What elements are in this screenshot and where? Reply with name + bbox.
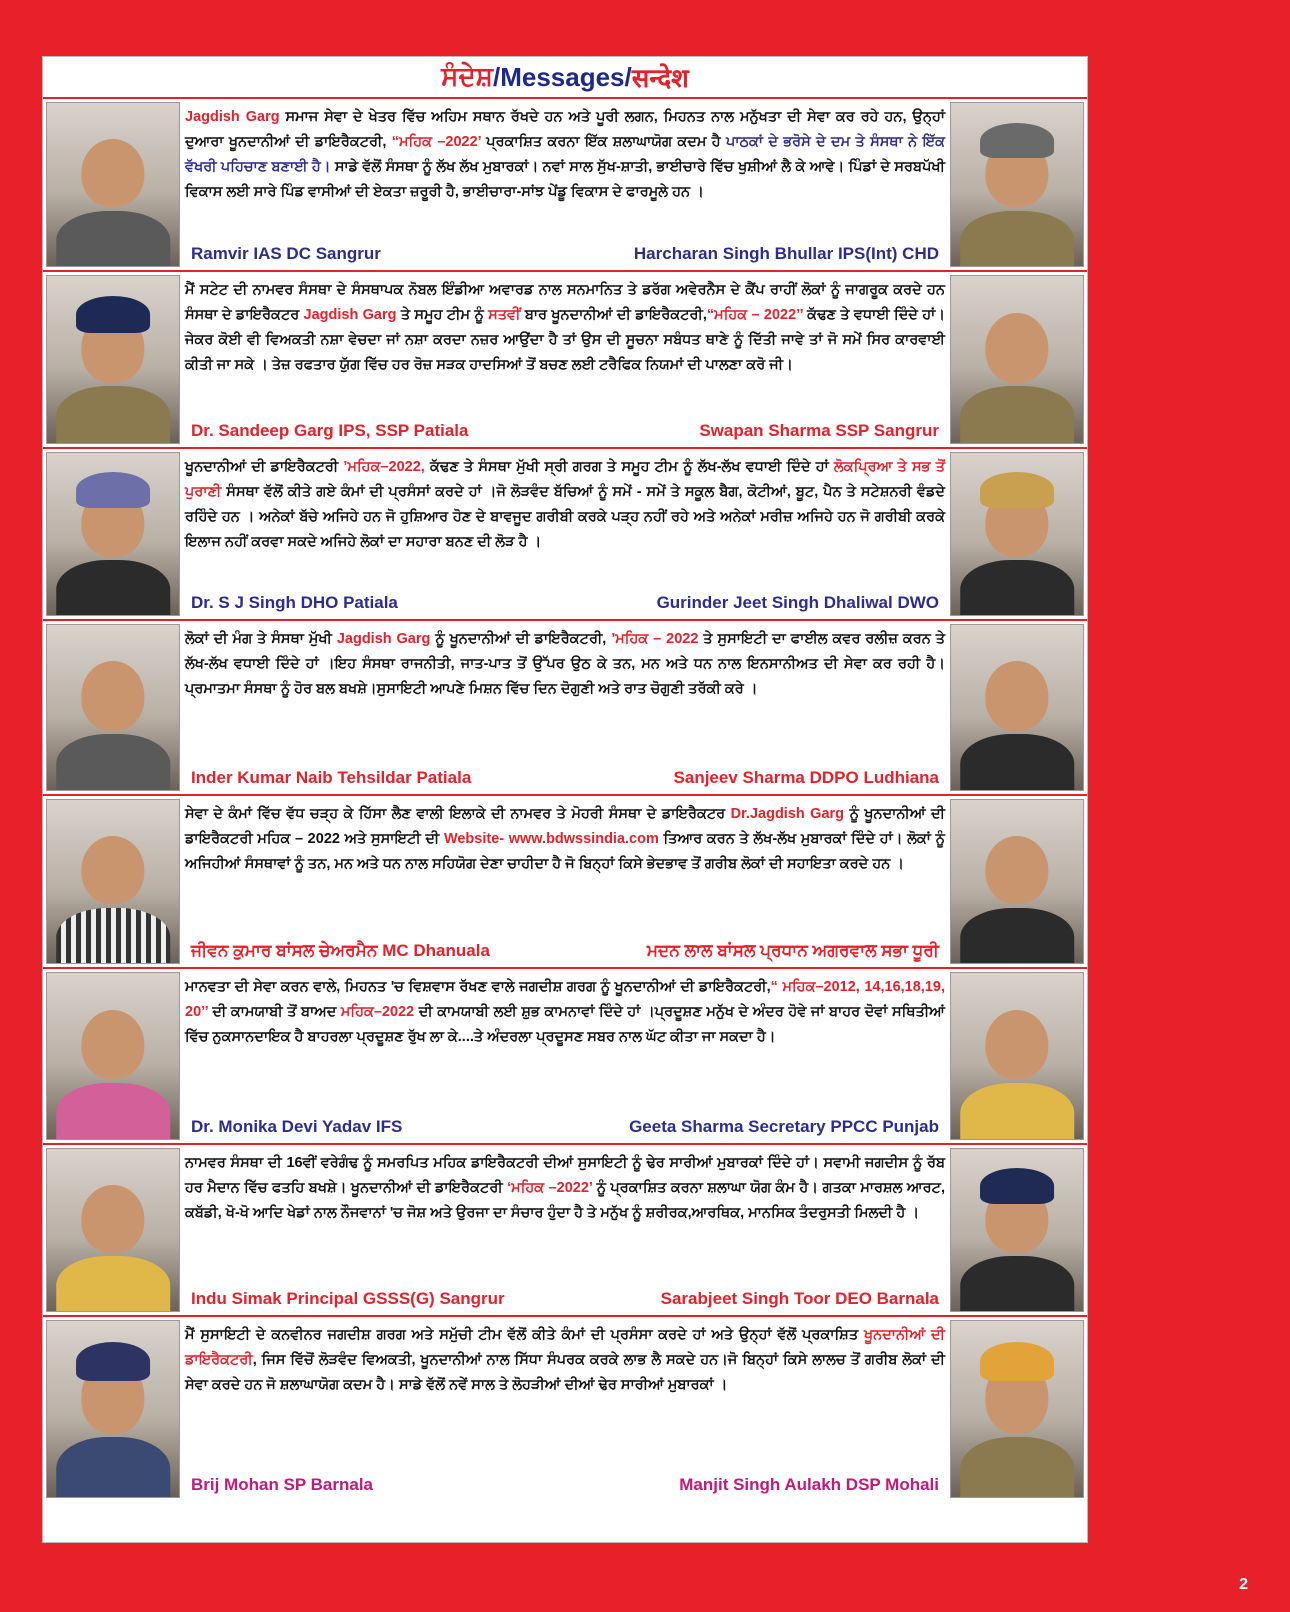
photo-sandeep bbox=[46, 275, 180, 444]
message-text-segment: ’ਮਹਿਕ–2022, bbox=[343, 459, 425, 475]
left-signatory-name: Indu Simak Principal GSSS(G) Sangrur bbox=[191, 1289, 505, 1308]
message-text-segment: , ਜਿਸ ਵਿੱਚੋਂ ਲੋੜਵੰਦ ਵਿਅਕਤੀ, ਖੂਨਦਾਨੀਆਂ ਨਾਲ ਸਿੱਧਾ ਸੰਪਰਕ ਕਰਕੇ ਲਾਭ ਲੈ ਸਕਦੇ ਹਨ।ਜੋ ਬਿਨ੍ਹਾਂ ਕਿਸੇ ਲਾਲਚ ਤੋਂ ਗਰੀਬ ਲੋਕਾਂ ਦੀ ਸੇਵਾ ਕਰਦੇ ਹਨ ਜੋ ਸ਼ਲਾਘਾਯੋਗ ਕਦਮ ਹੈ। ਸਾਡੇ ਵੱਲੋਂ ਨਵੇਂ ਸਾਲ ਤੇ ਲੋਹੜੀਆਂ ਦੀਆਂ ਢੇਰ ਸਾਰੀਆਂ ਮੁਬਾਰਕਾਂ । bbox=[185, 1352, 945, 1393]
message-text-segment: Jagdish Garg bbox=[336, 631, 431, 647]
message-text-segment: ਬਾਰ ਖੂਨਦਾਨੀਆਂ ਦੀ ਡਾਇਰੈਕਟਰੀ, bbox=[520, 307, 707, 323]
photo-jeevan bbox=[46, 799, 180, 964]
photo-manjit bbox=[950, 1320, 1084, 1498]
photo-ramvir bbox=[46, 102, 180, 267]
message-text-segment: “ਮਹਿਕ – 2022’’ bbox=[706, 307, 804, 323]
left-signatory-name: ਜੀਵਨ ਕੁਮਾਰ ਬਾਂਸਲ ਚੇਅਰਮੈਨ MC Dhanuala bbox=[191, 941, 490, 960]
signatories bbox=[191, 593, 939, 613]
message-text-segment: ਦੀ ਕਾਮਯਾਬੀ ਲਈ ਸ਼ੁਭ ਕਾਮਨਾਵਾਂ ਦਿੰਦੇ ਹਾਂ ।ਪ੍ਰਦੂਸ਼ਣ ਮਨੁੱਖ ਦੇ ਅੰਦਰ ਹੋਵੇ ਜਾਂ ਬਾਹਰ ਦੋਵਾਂ ਸਥਿਤੀਆਂ ਵਿੱਚ ਨੁਕਸਾਨਦਾਇਕ ਹੈ ਬਾਹਰਲਾ ਪ੍ਰਦੂਸ਼ਣ ਰੁੱਖ ਲਾ ਕੇ....ਤੇ ਅੰਦਰਲਾ ਪ੍ਰਦੂਸਣ ਸਬਰ ਨਾਲ ਘੱਟ ਕੀਤਾ ਜਾ ਸਕਦਾ ਹੈ। bbox=[185, 1004, 945, 1045]
message-row bbox=[43, 1143, 1087, 1315]
photo-swapan bbox=[950, 275, 1084, 444]
title-separator: / bbox=[492, 61, 501, 92]
page-title bbox=[43, 57, 1087, 97]
left-signatory-name: Dr. Monika Devi Yadav IFS bbox=[191, 1117, 403, 1136]
right-signatory-name: Harcharan Singh Bhullar IPS(Int) CHD bbox=[633, 244, 939, 263]
right-signatory-name: Gurinder Jeet Singh Dhaliwal DWO bbox=[656, 593, 939, 612]
left-signatory-name: Inder Kumar Naib Tehsildar Patiala bbox=[191, 768, 472, 787]
message-text-segment: ਨੂੰ ਖੂਨਦਾਨੀਆਂ ਦੀ ਡਾਇਰੈਕਟਰੀ, bbox=[430, 631, 612, 647]
signatories bbox=[191, 1475, 939, 1495]
message-text-segment: ‘ਮਹਿਕ –2022’ bbox=[507, 1180, 593, 1196]
photo-inder bbox=[46, 624, 180, 791]
photo-harcharan bbox=[950, 102, 1084, 267]
message-text bbox=[185, 455, 945, 555]
photo-monika bbox=[46, 972, 180, 1140]
message-text-segment: Dr.Jagdish Garg bbox=[730, 806, 845, 822]
message-text-segment: ਤੇ ਸੁਸਾਇਟੀ ਦਾ ਫਾਈਲ ਕਵਰ ਰਲੀਜ਼ ਕਰਨ ਤੇ ਲੱਖ-ਲੱਖ ਵਧਾਈ ਦਿੰਦੇ ਹਾਂ ।ਇਹ ਸੰਸਥਾ ਰਾਜਨੀਤੀ, ਜਾਤ-ਪਾਤ ਤੋਂ ਉੱਪਰ ਉਠ ਕੇ ਤਨ, ਮਨ ਅਤੇ ਧਨ ਨਾਲ ਇਨਸਾਨੀਅਤ ਦੀ ਸੇਵਾ ਕਰ ਰਹੀ ਹੈ।ਪ੍ਰਮਾਤਮਾ ਸੰਸਥਾ ਨੂੰ ਹੋਰ ਬਲ ਬਖਸ਼ੇ।ਸੁਸਾਇਟੀ ਆਪਣੇ ਮਿਸ਼ਨ ਵਿੱਚ ਦਿਨ ਦੋਗੁਣੀ ਅਤੇ ਰਾਤ ਚੋਗੁਣੀ ਤਰੱਕੀ ਕਰੇ । bbox=[185, 631, 945, 697]
message-text-segment: ਕੱਢਣ ਤੇ ਵਧਾਈ ਦਿੰਦੇ ਹਾਂ। ਜੇਕਰ ਕੋਈ ਵੀ ਵਿਅਕਤੀ ਨਸ਼ਾ ਵੇਚਦਾ ਜਾਂ ਨਸ਼ਾ ਕਰਦਾ ਨਜ਼ਰ ਆਉਂਦਾ ਹੈ ਤਾਂ ਉਸ ਦੀ ਸੂਚਨਾ ਸਬੰਧਤ ਥਾਣੇ ਨੂੰ ਦਿੱਤੀ ਜਾਵੇ ਤਾਂ ਜੋ ਸਮੇਂ ਸਿਰ ਕਾਰਵਾਈ ਕੀਤੀ ਜਾ ਸਕੇ । ਤੇਜ਼ ਰਫਤਾਰ ਯੁੱਗ ਵਿੱਚ ਹਰ ਰੋਜ਼ ਸੜਕ ਹਾਦਸਿਆਂ ਤੋਂ ਬਚਣ ਲਈ ਟਰੈਫਿਕ ਨਿਯਮਾਂ ਦੀ ਪਾਲਣਾ ਕਰੋ ਜੀ। bbox=[185, 307, 945, 373]
message-content bbox=[185, 278, 945, 443]
message-text-segment: ਸਤਵੀਂ bbox=[488, 307, 521, 323]
message-row bbox=[43, 967, 1087, 1143]
photo-geeta bbox=[950, 972, 1084, 1140]
message-text-segment: ਸੰਸਥਾ ਵੱਲੋਂ ਕੀਤੇ ਗਏ ਕੰਮਾਂ ਦੀ ਪ੍ਰਸੰਸਾਂ ਕਰਦੇ ਹਾਂ ।ਜੋ ਲੋੜਵੰਦ ਬੱਚਿਆਂ ਨੂੰ ਸਮੇਂ - ਸਮੇਂ ਤੇ ਸਕੂਲ ਬੈਗ, ਕੋਟੀਆਂ, ਬੂਟ, ਪੈਨ ਤੇ ਸਟੇਸ਼ਨਰੀ ਵੰਡਦੇ ਰਹਿੰਦੇ ਹਨ । ਅਨੇਕਾਂ ਬੱਚੇ ਅਜਿਹੇ ਹਨ ਜੋ ਹੁਸ਼ਿਆਰ ਹੋਣ ਦੇ ਬਾਵਜੂਦ ਗਰੀਬੀ ਕਰਕੇ ਪੜ੍ਹ ਨਹੀਂ ਰਹੇ ਅਤੇ ਅਨੇਕਾਂ ਮਰੀਜ਼ ਅਜਿਹੇ ਹਨ ਜੋ ਗਰੀਬੀ ਕਰਕੇ ਇਲਾਜ ਨਹੀਂ ਕਰਵਾ ਸਕਦੇ ਅਜਿਹੇ ਲੋਕਾਂ ਦਾ ਸਹਾਰਾ ਬਨਣ ਦੀ ਲੋੜ ਹੈ । bbox=[185, 484, 945, 550]
message-text-segment: Jagdish Garg bbox=[185, 109, 280, 125]
signatories bbox=[191, 1289, 939, 1309]
right-signatory-name: Sarabjeet Singh Toor DEO Barnala bbox=[660, 1289, 939, 1308]
message-text-segment: ਲੋਕਪ੍ਰਿਆ ਤੇ ਸਭ ਤੋਂ ਪੁਰਾਣੀ bbox=[185, 459, 945, 500]
message-text-segment: “ਮਹਿਕ –2022’ bbox=[391, 134, 482, 150]
message-text bbox=[185, 1323, 945, 1398]
message-text-segment: ਮਹਿਕ–2022 bbox=[340, 1004, 415, 1020]
message-text bbox=[185, 627, 945, 702]
message-content bbox=[185, 1151, 945, 1311]
right-signatory-name: Geeta Sharma Secretary PPCC Punjab bbox=[629, 1117, 939, 1136]
message-text-segment: ਨੂੰ ਖੂਨਦਾਨੀਆਂ ਦੀ ਡਾਇਰੈਕਟਰੀ ਮਹਿਕ – 2022 ਅਤੇ ਸੁਸਾਇਟੀ ਦੀ bbox=[185, 806, 945, 847]
message-text-segment: ਲੋਕਾਂ ਦੀ ਮੰਗ ਤੇ ਸੰਸਥਾ ਮੁੱਖੀ bbox=[185, 631, 337, 647]
signatories bbox=[191, 1117, 939, 1137]
message-text bbox=[185, 802, 945, 877]
message-text-segment: ਸਮਾਜ ਸੇਵਾ ਦੇ ਖੇਤਰ ਵਿੱਚ ਅਹਿਮ ਸਥਾਨ ਰੱਖਦੇ ਹਨ ਅਤੇ ਪੂਰੀ ਲਗਨ, ਮਿਹਨਤ ਨਾਲ ਮਨੁੱਖਤਾ ਦੀ ਸੇਵਾ ਕਰ ਰਹੇ ਹਨ, ਉਨ੍ਹਾਂ ਦੁਆਰਾ ਖੂਨਦਾਨੀਆਂ ਦੀ ਡਾਇਰੈਕਟਰੀ, bbox=[185, 109, 945, 150]
message-content bbox=[185, 627, 945, 790]
message-text-segment: ਪਾਠਕਾਂ ਦੇ ਭਰੋਸੇ ਦੇ ਦਮ ਤੇ ਸੰਸਥਾ ਨੇ ਇੱਕ ਵੱਖਰੀ ਪਹਿਚਾਣ ਬਣਾਈ ਹੈ। bbox=[185, 134, 945, 175]
title-punjabi: ਸੰਦੇਸ਼ bbox=[441, 61, 493, 91]
message-row bbox=[43, 619, 1087, 794]
message-row bbox=[43, 97, 1087, 270]
message-text-segment: “ ਮਹਿਕ–2012, 14,16,18,19, 20’’ bbox=[185, 979, 945, 1020]
signatories bbox=[191, 941, 939, 961]
message-text-segment: ਨੂੰ ਪ੍ਰਕਾਸ਼ਿਤ ਕਰਨਾ ਸ਼ਲਾਘਾ ਯੋਗ ਕੰਮ ਹੈ। ਗਤਕਾ ਮਾਰਸ਼ਲ ਆਰਟ, ਕਬੱਡੀ, ਖੋ-ਖੋ ਆਦਿ ਖੇਡਾਂ ਨਾਲ ਨੌਜਵਾਨਾਂ 'ਚ ਜੋਸ਼ ਅਤੇ ਉਰਜਾ ਦਾ ਸੰਚਾਰ ਹੁੰਦਾ ਹੈ ਤੇ ਮਨੁੱਖ ਨੂੰ ਸ਼ਰੀਰਕ,ਆਰਥਿਕ, ਮਾਨਸਿਕ ਤੰਦਰੁਸਤੀ ਮਿਲਦੀ ਹੈ । bbox=[185, 1180, 945, 1221]
left-signatory-name: Ramvir IAS DC Sangrur bbox=[191, 244, 381, 263]
message-text-segment: ਪ੍ਰਕਾਸ਼ਿਤ ਕਰਨਾ ਇੱਕ ਸ਼ਲਾਘਾਯੋਗ ਕਦਮ ਹੈ bbox=[481, 134, 726, 150]
message-row bbox=[43, 447, 1087, 619]
message-text bbox=[185, 1151, 945, 1226]
signatories bbox=[191, 421, 939, 441]
title-separator: / bbox=[624, 61, 632, 92]
signatories bbox=[191, 768, 939, 788]
message-text bbox=[185, 105, 945, 205]
message-text-segment: ਮੈਂ ਸੁਸਾਇਟੀ ਦੇ ਕਨਵੀਨਰ ਜਗਦੀਸ਼ ਗਰਗ ਅਤੇ ਸਮੁੱਚੀ ਟੀਮ ਵੱਲੋਂ ਕੀਤੇ ਕੰਮਾਂ ਦੀ ਪ੍ਰਸੰਸਾ ਕਰਦੇ ਹਾਂ ਅਤੇ ਉਨ੍ਹਾਂ ਵੱਲੋਂ ਪ੍ਰਕਾਸ਼ਿਤ bbox=[185, 1327, 864, 1343]
message-text-segment: ਸਾਡੇ ਵੱਲੋਂ ਸੰਸਥਾ ਨੂੰ ਲੱਖ ਲੱਖ ਮੁਬਾਰਕਾਂ। ਨਵਾਂ ਸਾਲ ਸੁੱਖ-ਸ਼ਾਤੀ, ਭਾਈਚਾਰੇ ਵਿੱਚ ਖੁਸ਼ੀਆਂ ਲੈ ਕੇ ਆਵੇ। ਪਿੰਡਾਂ ਦੇ ਸਰਬਪੱਖੀ ਵਿਕਾਸ ਲਈ ਸਾਰੇ ਪਿੰਡ ਵਾਸੀਆਂ ਦੀ ਏਕਤਾ ਜ਼ਰੂਰੀ ਹੈ, ਭਾਈਚਾਰਾ-ਸਾਂਝ ਪੇਂਡੂ ਵਿਕਾਸ ਦੇ ਫਾਰਮੂਲੇ ਹਨ । bbox=[185, 159, 945, 200]
page-number: 2 bbox=[1239, 1576, 1248, 1593]
message-text-segment: ਤਿਆਰ ਕਰਨ ਤੇ ਲੱਖ-ਲੱਖ ਮੁਬਾਰਕਾਂ ਦਿੰਦੇ ਹਾਂ। ਲੋਕਾਂ ਨੂੰ ਅਜਿਹੀਆਂ ਸੰਸਥਾਵਾਂ ਨੂੰ ਤਨ, ਮਨ ਅਤੇ ਧਨ ਨਾਲ ਸਹਿਯੋਗ ਦੇਣਾ ਚਾਹੀਦਾ ਹੈ ਜੋ ਬਿਨ੍ਹਾਂ ਕਿਸੇ ਭੇਦਭਾਵ ਤੋਂ ਗਰੀਬ ਲੋਕਾਂ ਦੀ ਸਹਾਇਤਾ ਕਰਦੇ ਹਨ । bbox=[185, 831, 945, 872]
message-content bbox=[185, 1323, 945, 1497]
message-text-segment: ਕੱਢਣ ਤੇ ਸੰਸਥਾ ਮੁੱਖੀ ਸ੍ਰੀ ਗਰਗ ਤੇ ਸਮੂਹ ਟੀਮ ਨੂੰ ਲੱਖ-ਲੱਖ ਵਧਾਈ ਦਿੰਦੇ ਹਾਂ bbox=[424, 459, 834, 475]
message-content bbox=[185, 455, 945, 615]
right-signatory-name: Sanjeev Sharma DDPO Ludhiana bbox=[673, 768, 939, 787]
message-text-segment: ਮੈਂ ਸਟੇਟ ਦੀ ਨਾਮਵਰ ਸੰਸਥਾ ਦੇ ਸੰਸਥਾਪਕ ਨੋਬਲ ਇੰਡੀਆ ਅਵਾਰਡ ਨਾਲ ਸਨਮਾਨਿਤ ਤੇ ਡਰੱਗ ਅਵੇਰਨੈਸ ਦੇ ਕੈਂਪ ਰਾਹੀਂ ਲੋਕਾਂ ਨੂੰ ਜਾਗਰੂਕ ਕਰਦੇ ਹਨ ਸੰਸਥਾ ਦੇ ਡਾਇਰੈਕਟਰ bbox=[185, 282, 945, 323]
photo-sanjeev bbox=[950, 624, 1084, 791]
photo-sarabjeet bbox=[950, 1148, 1084, 1312]
message-text-segment: Jagdish Garg bbox=[303, 307, 397, 323]
message-text bbox=[185, 278, 945, 378]
message-row bbox=[43, 794, 1087, 967]
message-text-segment: ਖੂਨਦਾਨੀਆਂ ਦੀ ਡਾਇਰੈਕਟਰੀ bbox=[185, 1327, 945, 1368]
left-signatory-name: Brij Mohan SP Barnala bbox=[191, 1475, 374, 1494]
message-text-segment: ਤੇ ਸਮੂਹ ਟੀਮ ਨੂੰ bbox=[396, 307, 489, 323]
left-signatory-name: Dr. Sandeep Garg IPS, SSP Patiala bbox=[191, 421, 469, 440]
message-row bbox=[43, 270, 1087, 447]
message-text-segment: ਨਾਮਵਰ ਸੰਸਥਾ ਦੀ 16ਵੀਂ ਵਰੇਗੰਢ ਨੂੰ ਸਮਰਪਿਤ ਮਹਿਕ ਡਾਇਰੈਕਟਰੀ ਦੀਆਂ ਸੁਸਾਇਟੀ ਨੂੰ ਢੇਰ ਸਾਰੀਆਂ ਮੁਬਾਰਕਾਂ ਦਿੰਦੇ ਹਾਂ। ਸਵਾਮੀ ਜਗਦੀਸ ਨੂੰ ਰੱਬ ਹਰ ਮੈਦਾਨ ਵਿੱਚ ਫਤਹਿ ਬਖਸ਼ੇ। ਖੂਨਦਾਨੀਆਂ ਦੀ ਡਾਇਰੈਕਟਰੀ bbox=[185, 1155, 945, 1196]
message-text-segment: ਸੇਵਾ ਦੇ ਕੰਮਾਂ ਵਿੱਚ ਵੱਧ ਚੜ੍ਹ ਕੇ ਹਿੱਸਾ ਲੈਣ ਵਾਲੀ ਇਲਾਕੇ ਦੀ ਨਾਮਵਰ ਤੇ ਮੋਹਰੀ ਸੰਸਥਾ ਦੇ ਡਾਇਰੈਕਟਰ bbox=[185, 806, 731, 822]
message-content bbox=[185, 105, 945, 266]
photo-gurinder bbox=[950, 452, 1084, 616]
message-text-segment: ਮਾਨਵਤਾ ਦੀ ਸੇਵਾ ਕਰਨ ਵਾਲੇ, ਮਿਹਨਤ 'ਚ ਵਿਸ਼ਵਾਸ ਰੱਖਣ ਵਾਲੇ ਜਗਦੀਸ਼ ਗਰਗ ਨੂੰ ਖੂਨਦਾਨੀਆਂ ਦੀ ਡਾਇਰੈਕਟਰੀ, bbox=[185, 979, 771, 995]
messages-page bbox=[42, 56, 1088, 1543]
photo-sj-singh bbox=[46, 452, 180, 616]
signatories bbox=[191, 244, 939, 264]
message-content bbox=[185, 802, 945, 963]
message-text-segment: ’ਮਹਿਕ – 2022 bbox=[611, 631, 699, 647]
right-signatory-name: ਮਦਨ ਲਾਲ ਬਾਂਸਲ ਪ੍ਰਧਾਨ ਅਗਰਵਾਲ ਸਭਾ ਧੂਰੀ bbox=[646, 941, 939, 960]
message-text-segment: ਖੂਨਦਾਨੀਆਂ ਦੀ ਡਾਇਰੈਕਟਰੀ bbox=[185, 459, 344, 475]
message-content bbox=[185, 975, 945, 1139]
message-text bbox=[185, 975, 945, 1050]
title-english: Messages bbox=[500, 61, 625, 92]
photo-madan bbox=[950, 799, 1084, 964]
left-signatory-name: Dr. S J Singh DHO Patiala bbox=[191, 593, 398, 612]
photo-indu bbox=[46, 1148, 180, 1312]
message-text-segment: Website- www.bdwssindia.com bbox=[443, 831, 659, 847]
message-text-segment: ਦੀ ਕਾਮਯਾਬੀ ਤੋਂ ਬਾਅਦ bbox=[208, 1004, 341, 1020]
message-row bbox=[43, 1315, 1087, 1501]
right-signatory-name: Manjit Singh Aulakh DSP Mohali bbox=[679, 1475, 939, 1494]
title-hindi: सन्देश bbox=[631, 63, 689, 93]
photo-brij bbox=[46, 1320, 180, 1498]
right-signatory-name: Swapan Sharma SSP Sangrur bbox=[699, 421, 939, 440]
